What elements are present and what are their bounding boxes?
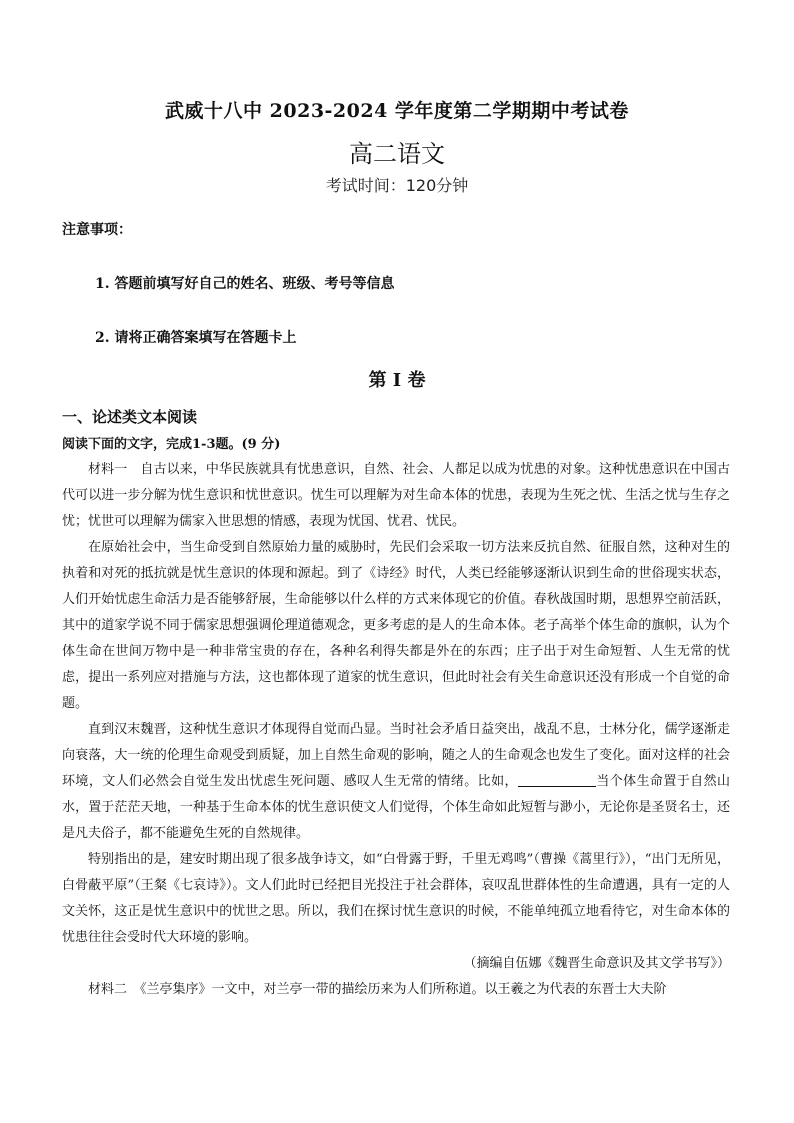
reading-passage (62, 457, 730, 1003)
exam-title: 武威十八中 2023-2024 学年度第二学期期中考试卷 (165, 100, 629, 122)
paragraph-3-part-a: 直到汉末魏晋，这种忧生意识才体现得自觉而凸显。当时社会矛盾日益突出，战乱不息，士林分化，儒学逐渐走向衰落，大一统的伦理生命观受到质疑，加上自然生命观的影响，随之人的生命观念也发生了变化。面对这样的社会环境，文人们必然会自觉生发出忧虑生死问题、感叹人生无常的情绪。比如， (62, 722, 730, 789)
paragraph-4: 特别指出的是，建安时期出现了很多战争诗文，如“白骨露于野，千里无鸡鸣”（曹操《蒿里行》），“出门无所见，白骨蔽平原”（王粲《七哀诗》）。文人们此时已经把目光投注于社会群体，哀叹乱世群体性的生命遭遇，具有一定的人文关怀，这正是忧生意识中的忧世之思。所以，我们在探讨忧生意识的时候，不能单纯孤立地看待它，对生命本体的忧患往往会受时代大环境的影响。 (62, 852, 730, 945)
source-citation: （摘编自伍娜《魏晋生命意识及其文学书写》） (463, 956, 730, 971)
paragraph-2: 在原始社会中，当生命受到自然原始力量的威胁时，先民们会采取一切方法来反抗自然、征服自然，这种对生的执着和对死的抵抗就是忧生意识的体现和源起。到了《诗经》时代，人类已经能够逐渐认识到生命的世俗现实状态，人们开始忧虑生命活力是否能够舒展，生命能够以什么样的方式来体现它的价值。春秋战国时期，思想界空前活跃，其中的道家学说不同于儒家思想强调伦理道德观念，更多考虑的是人的生命本体。老子高举个体生命的旗帜，认为个体生命在世间万物中是一种非常宝贵的存在，各种名利得失都是外在的东西；庄子出于对生命短暂、人生无常的忧虑，提出一系列应对措施与方法，这也都体现了道家的忧生意识，但此时社会有关生命意识还没有形成一个自觉的命题。 (62, 540, 730, 711)
paragraph-5: 材料二 《兰亭集序》一文中，对兰亭一带的描绘历来为人们所称道。以王羲之为代表的东晋士大夫阶 (88, 982, 667, 997)
paragraph-3 (62, 717, 730, 847)
note-item-2: 2. 请将正确答案填写在答题卡上 (95, 330, 297, 346)
paragraph-1: 材料一 自古以来，中华民族就具有忧患意识，自然、社会、人都足以成为忧患的对象。这种忧患意识在中国古代可以进一步分解为忧生意识和忧世意识。忧生可以理解为对生命本体的忧患，表现为生死之忧、生活之忧与生存之忧；忧世可以理解为儒家入世思想的情感，表现为忧国、忧君、忧民。 (62, 462, 730, 529)
section-instruction: 阅读下面的文字，完成1-3题。(9 分) (62, 437, 281, 452)
volume-heading: 第 I 卷 (368, 370, 426, 391)
exam-time: 考试时间：120分钟 (325, 176, 469, 195)
subject-title: 高二语文 (349, 140, 445, 168)
paragraph-3-part-b: 当个体生命置于自然山水，置于茫茫天地，一种基于生命本体的忧生意识使文人们觉得，个体生命如此短暂与渺小，无论你是圣贤名士，还是凡夫俗子，都不能避免生死的自然规律。 (62, 774, 730, 841)
section-title: 一、论述类文本阅读 (62, 408, 198, 426)
fill-in-blank (518, 772, 596, 787)
notes-heading: 注意事项： (62, 222, 132, 238)
note-item-1: 1. 答题前填写好自己的姓名、班级、考号等信息 (95, 276, 395, 292)
